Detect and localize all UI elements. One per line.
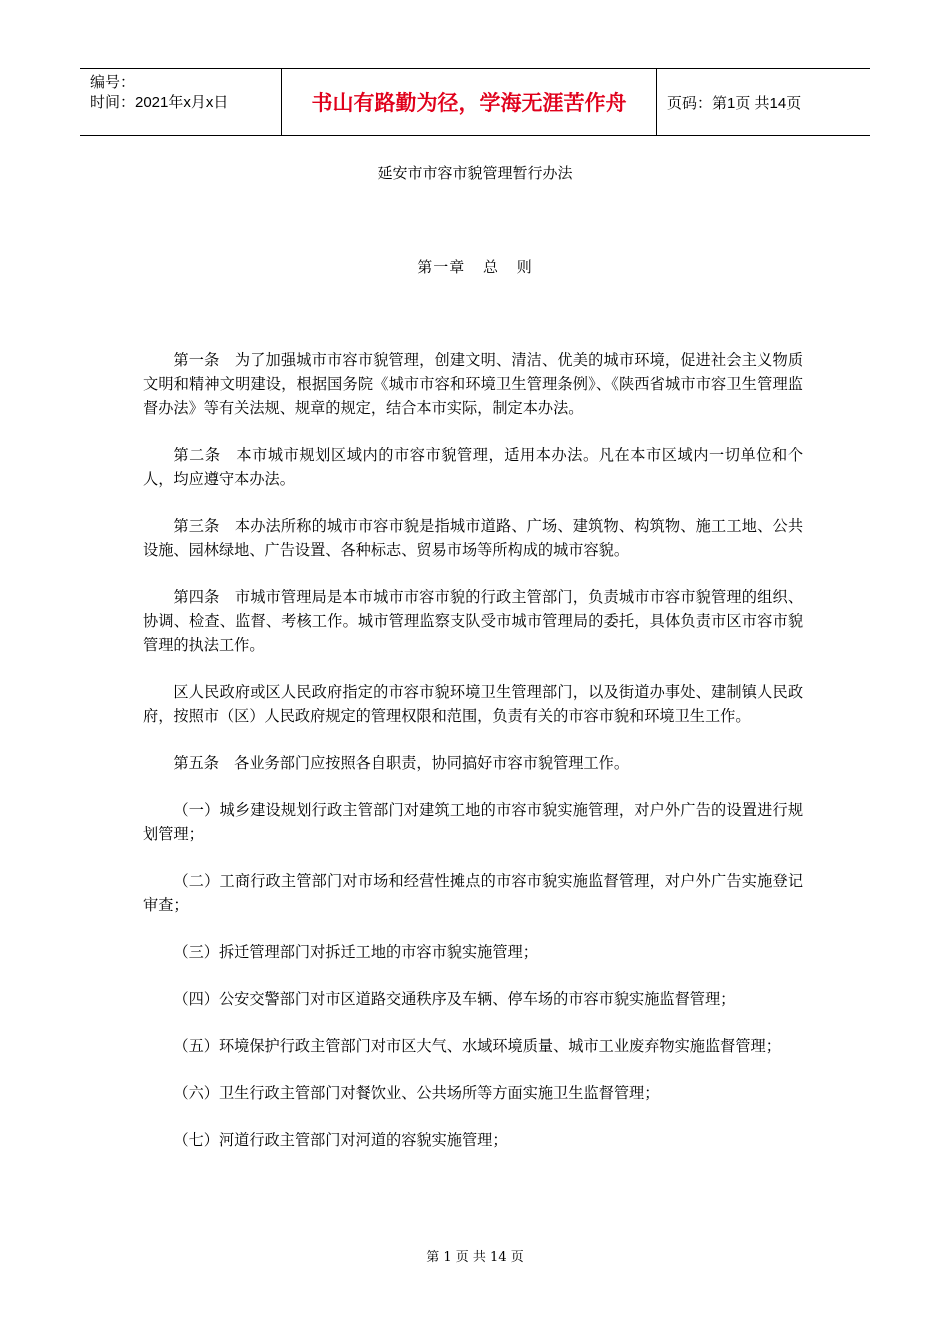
document-number-label: 编号： [90, 74, 136, 91]
paragraph: （一）城乡建设规划行政主管部门对建筑工地的市容市貌实施管理，对户外广告的设置进行规划管理； [143, 801, 803, 843]
page-footer: 第 1 页 共 14 页 [426, 1250, 524, 1265]
paragraph: （四）公安交警部门对市区道路交通秩序及车辆、停车场的市容市貌实施监督管理； [173, 990, 736, 1008]
paragraph: （五）环境保护行政主管部门对市区大气、水域环境质量、城市工业废弃物实施监督管理； [173, 1037, 781, 1055]
document-body [143, 348, 803, 1175]
paragraph: 第四条 市城市管理局是本市城市市容市貌的行政主管部门，负责城市市容市貌管理的组织、协调、检查、监督、考核工作。城市管理监察支队受市城市管理局的委托，具体负责市区市容市貌管理的执法工作。 [143, 588, 803, 654]
chapter-heading: 第一章 总 则 [417, 258, 533, 276]
document-time-label: 时间：2021年x月x日 [90, 94, 229, 111]
paragraph: （三）拆迁管理部门对拆迁工地的市容市貌实施管理； [173, 943, 538, 961]
header-motto: 书山有路勤为径，学海无涯苦作舟 [282, 69, 657, 135]
document-title: 延安市市容市貌管理暂行办法 [377, 164, 573, 182]
header-page-info: 页码：第1页 共14页 [667, 94, 802, 112]
paragraph: （七）河道行政主管部门对河道的容貌实施管理； [173, 1131, 508, 1149]
paragraph: （六）卫生行政主管部门对餐饮业、公共场所等方面实施卫生监督管理； [173, 1084, 660, 1102]
paragraph: 区人民政府或区人民政府指定的市容市貌环境卫生管理部门，以及街道办事处、建制镇人民政府，按照市（区）人民政府规定的管理权限和范围，负责有关的市容市貌和环境卫生工作。 [143, 683, 803, 725]
paragraph: 第三条 本办法所称的城市市容市貌是指城市道路、广场、建筑物、构筑物、施工工地、公共设施、园林绿地、广告设置、各种标志、贸易市场等所构成的城市容貌。 [143, 517, 803, 559]
paragraph: 第一条 为了加强城市市容市貌管理，创建文明、清洁、优美的城市环境，促进社会主义物质文明和精神文明建设，根据国务院《城市市容和环境卫生管理条例》、《陕西省城市市容卫生管理监督办法》等有关法规、规章的规定，结合本市实际，制定本办法。 [143, 351, 803, 417]
header-meta [80, 69, 282, 135]
paragraph: 第五条 各业务部门应按照各自职责，协同搞好市容市貌管理工作。 [173, 754, 630, 772]
paragraph: 第二条 本市城市规划区域内的市容市貌管理，适用本办法。凡在本市区域内一切单位和个人，均应遵守本办法。 [143, 446, 803, 488]
paragraph: （二）工商行政主管部门对市场和经营性摊点的市容市貌实施监督管理，对户外广告实施登记审查； [143, 872, 803, 914]
page-header [80, 68, 870, 136]
